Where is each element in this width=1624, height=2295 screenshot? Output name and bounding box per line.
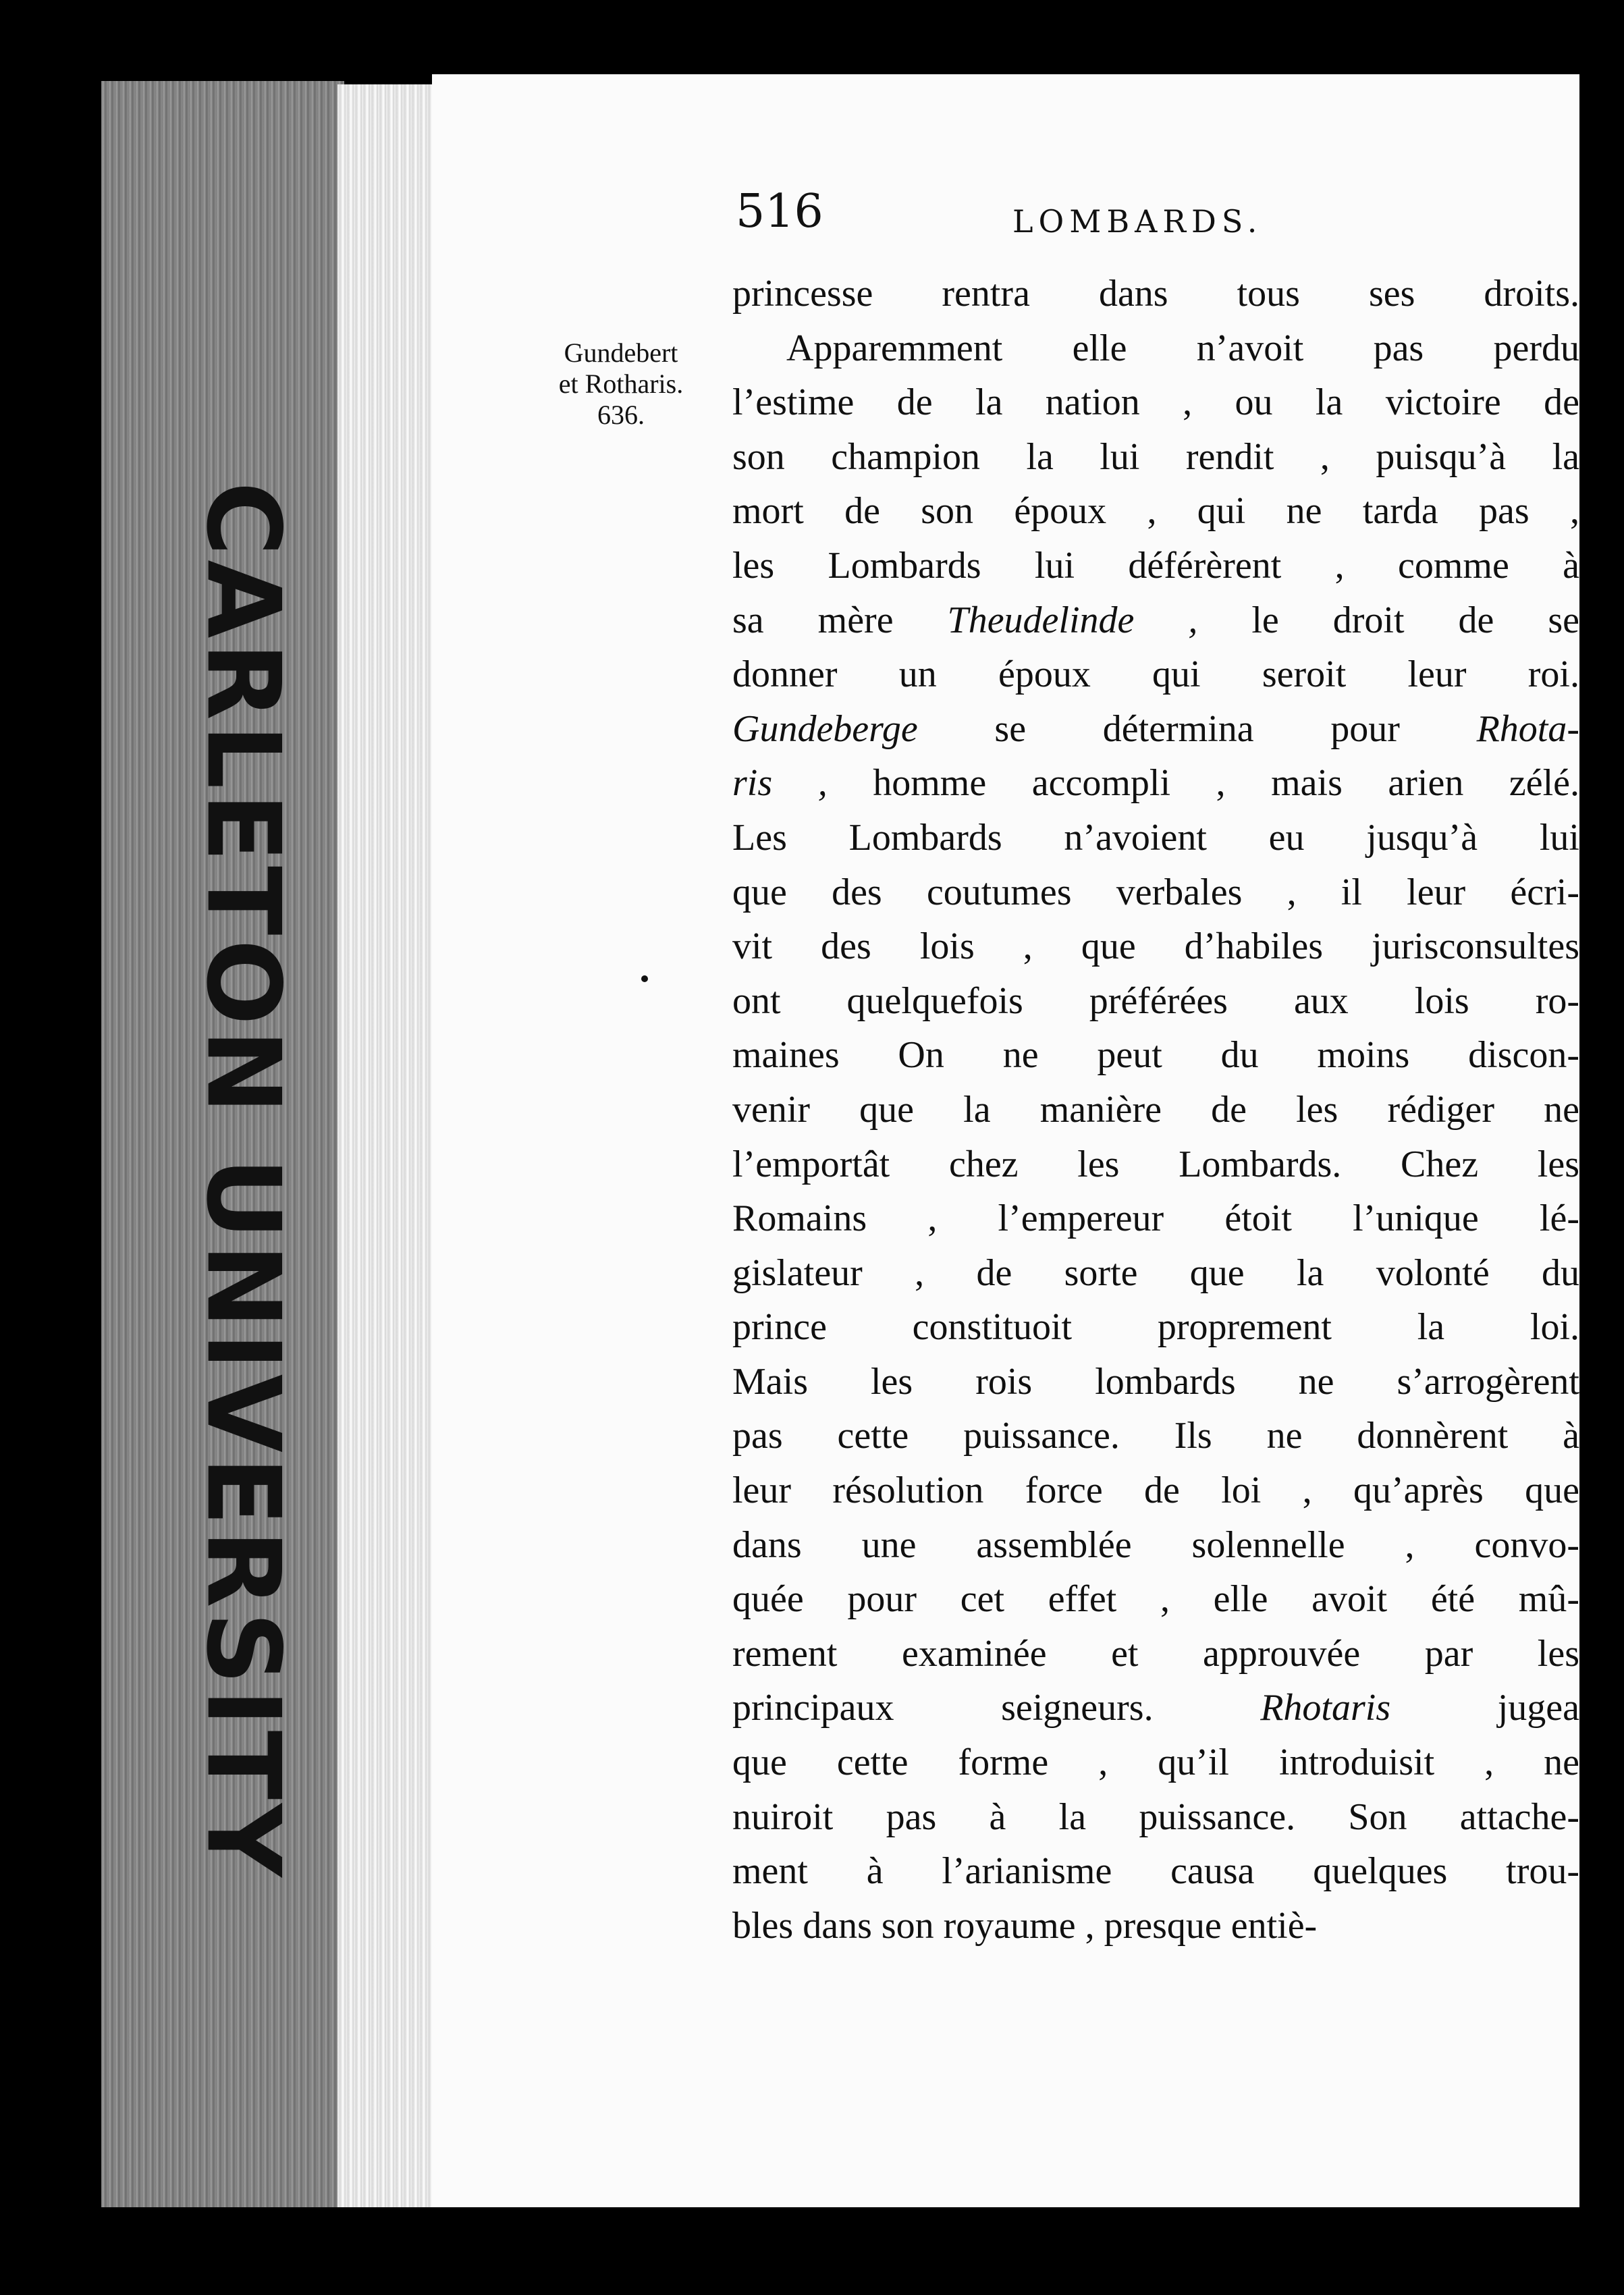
text-run: dans une assemblée solennelle , convo- (732, 1523, 1579, 1566)
page-stack-edges (337, 84, 445, 2207)
text-run: donner un époux qui seroit leur roi. (732, 653, 1579, 696)
body-text-line (732, 1844, 1579, 1899)
text-run: ont quelquefois préférées aux lois ro- (732, 979, 1579, 1022)
text-run: princesse rentra dans tous ses droits. (732, 273, 1579, 315)
body-text-line (732, 267, 1579, 321)
text-run: l’estime de la nation , ou la victoire de (732, 381, 1579, 424)
text-run: son champion la lui rendit , puisqu’à la (732, 435, 1579, 478)
body-text-line (732, 1028, 1579, 1083)
text-run: leur résolution force de loi , qu’après que (732, 1469, 1579, 1512)
body-text-line (732, 1300, 1579, 1355)
body-text-line (732, 1083, 1579, 1137)
body-text-line (732, 484, 1579, 539)
text-run: que cette forme , qu’il introduisit , ne (732, 1742, 1579, 1784)
body-text-line (732, 1409, 1579, 1463)
text-run: maines On ne peut du moins discon- (732, 1034, 1579, 1077)
body-text-line (732, 1735, 1579, 1790)
margin-note-line: et Rotharis. (558, 369, 684, 399)
margin-note-line: Gundebert (564, 338, 678, 368)
margin-note (520, 338, 722, 431)
italic-name: Rhotaris (1260, 1687, 1391, 1729)
body-text-line (732, 1246, 1579, 1301)
italic-name: ris , (732, 762, 828, 805)
italic-name: Rhota- (1476, 707, 1579, 750)
text-run: sa mère (732, 599, 948, 641)
body-text-line (732, 919, 1579, 974)
body-text-line (732, 1137, 1579, 1192)
spine-label-text: CARLETON UNIVERSITY (184, 481, 302, 1881)
text-run: se détermina pour (917, 707, 1477, 750)
text-run: nuiroit pas à la puissance. Son attache- (732, 1796, 1579, 1838)
body-text-line (732, 1627, 1579, 1681)
text-run: le droit de se (1197, 599, 1580, 641)
text-run: bles dans son royaume , presque entiè- (732, 1904, 1318, 1947)
body-text-line (732, 1191, 1579, 1246)
text-run: Apparemment elle n’avoit pas perdu (786, 327, 1579, 369)
text-run: ment à l’arianisme causa quelques trou- (732, 1850, 1579, 1893)
body-text-line (732, 321, 1579, 376)
stray-ink-dot (641, 975, 648, 982)
text-run: les Lombards lui déférèrent , comme à (732, 544, 1579, 587)
text-run: prince constituoit proprement la loi. (732, 1306, 1579, 1349)
italic-name: Gundeberge (732, 707, 918, 750)
running-head: LOMBARDS. (1012, 203, 1263, 240)
body-text-line (732, 1899, 1579, 1953)
body-text-line (732, 593, 1579, 648)
italic-name: Theudelinde , (947, 599, 1198, 641)
body-text-line (732, 375, 1579, 430)
body-text (732, 267, 1579, 1953)
body-text-line (732, 865, 1579, 920)
body-text-line (732, 1572, 1579, 1627)
text-run: gislateur , de sorte que la volonté du (732, 1251, 1579, 1294)
text-run: quée pour cet effet , elle avoit été mû- (732, 1578, 1579, 1621)
text-run: Mais les rois lombards ne s’arrogèrent (732, 1360, 1579, 1403)
text-run: vit des lois , que d’habiles jurisconsultes (732, 925, 1579, 968)
body-text-line (732, 647, 1579, 702)
body-text-line (732, 756, 1579, 811)
body-text-line (732, 1518, 1579, 1573)
body-text-line (732, 811, 1579, 865)
spine-library-label (184, 481, 302, 1881)
text-run: homme accompli , mais arien zélé. (827, 762, 1579, 805)
text-run: Les Lombards n’avoient eu jusqu’à lui (732, 816, 1579, 859)
text-run: Romains , l’empereur étoit l’unique lé- (732, 1197, 1579, 1240)
text-run: pas cette puissance. Ils ne donnèrent à (732, 1415, 1579, 1457)
text-run: jugea (1390, 1687, 1579, 1729)
body-text-line (732, 1463, 1579, 1518)
text-run: que des coutumes verbales , il leur écri- (732, 871, 1579, 913)
text-run: venir que la manière de les rédiger ne (732, 1088, 1579, 1131)
text-run: l’emportât chez les Lombards. Chez les (732, 1143, 1579, 1185)
text-run: rement examinée et approuvée par les (732, 1632, 1579, 1675)
text-run: mort de son époux , qui ne tarda pas , (732, 490, 1579, 533)
body-text-line (732, 1355, 1579, 1409)
body-text-line (732, 974, 1579, 1029)
body-text-line (732, 539, 1579, 593)
body-text-line (732, 1681, 1579, 1735)
body-text-line (732, 430, 1579, 485)
body-text-line (732, 702, 1579, 757)
body-text-line (732, 1790, 1579, 1845)
text-run: principaux seigneurs. (732, 1687, 1261, 1729)
margin-note-line: 636. (597, 400, 645, 430)
page-number: 516 (736, 185, 823, 238)
